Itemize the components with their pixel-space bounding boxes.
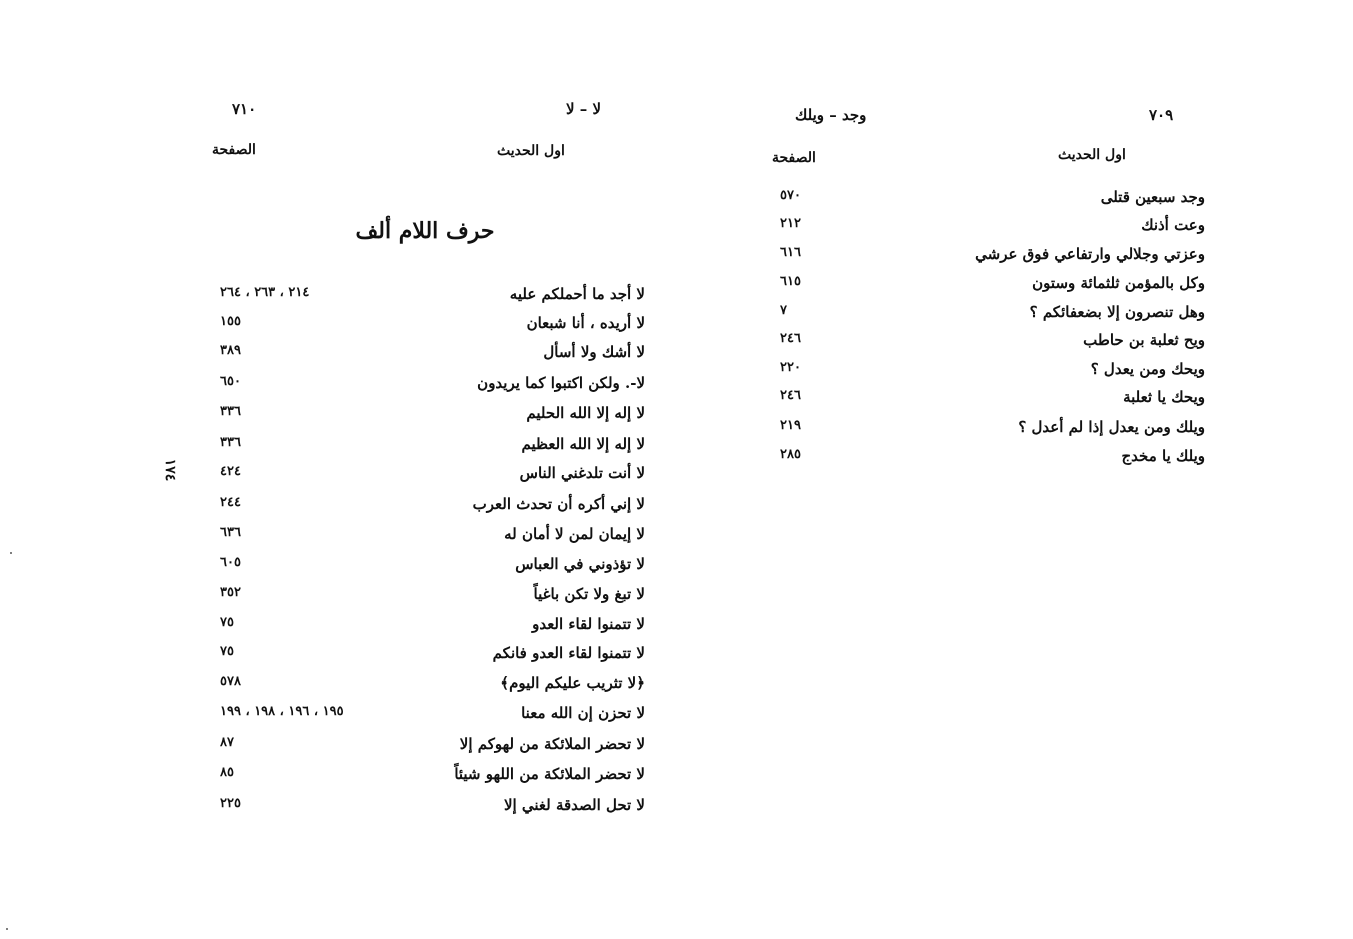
index-entry	[780, 418, 1205, 448]
entry-text: وجد سبعين قتلى	[1100, 188, 1205, 206]
index-entry	[780, 331, 1205, 361]
index-entry	[200, 735, 645, 765]
index-entry	[780, 360, 1205, 390]
entry-text: ويحك يا ثعلبة	[1123, 388, 1205, 406]
index-entry	[200, 464, 645, 494]
running-head-left: لا – لا	[566, 100, 602, 118]
index-entry	[200, 704, 645, 734]
entry-pages: ٨٥	[220, 765, 234, 780]
index-entry	[200, 495, 645, 525]
entry-text: لا تحضر الملائكة من لهوكم إلا	[459, 735, 645, 753]
index-entry	[200, 765, 645, 795]
column-heading-page-left: الصفحة	[212, 142, 256, 158]
entry-pages: ٢٤٤	[220, 495, 241, 510]
entry-pages: ٧٥	[220, 615, 234, 630]
entry-pages: ٦٥٠	[220, 374, 241, 389]
entry-text: لا تتمنوا لقاء العدو	[532, 615, 645, 633]
entry-text: لا إني أكره أن تحدث العرب	[472, 495, 645, 513]
entry-text: وهل تنصرون إلا بضعفائكم ؟	[1029, 303, 1205, 321]
entry-pages: ٧	[780, 303, 787, 318]
entry-pages: ٢٢٠	[780, 360, 801, 375]
page-number-left: ٧١٠	[232, 100, 257, 118]
entry-text: لا-. ولكن اكتبوا كما يريدون	[477, 374, 645, 392]
entry-pages: ٧٥	[220, 644, 234, 659]
entry-pages: ٢٢٥	[220, 796, 241, 811]
entry-pages: ٣٨٩	[220, 343, 241, 358]
entry-text: لا أشك ولا أسأل	[543, 343, 645, 361]
index-entry	[200, 404, 645, 434]
entry-pages: ١٥٥	[220, 314, 241, 329]
entry-text: لا تؤذوني في العباس	[515, 555, 645, 573]
entry-pages: ٦٣٦	[220, 525, 241, 540]
entry-text: لا إله إلا الله الحليم	[526, 404, 645, 422]
entry-text: لا تبغ ولا تكن باغياً	[533, 585, 645, 603]
index-entry	[780, 388, 1205, 418]
entry-text: لا أجد ما أحملكم عليه	[509, 285, 645, 303]
index-entry	[780, 245, 1205, 275]
section-title: حرف اللام ألف	[355, 218, 495, 244]
scan-speck	[10, 552, 12, 554]
index-entry	[780, 303, 1205, 333]
entry-pages: ٢٨٥	[780, 447, 801, 462]
entry-text: لا تتمنوا لقاء العدو فانكم	[492, 644, 645, 662]
entry-text: لا أريده ، أنا شبعان	[526, 314, 645, 332]
entry-text: ويحك ومن يعدل ؟	[1090, 360, 1205, 378]
entry-pages: ١٩٥ ، ١٩٦ ، ١٩٨ ، ١٩٩	[220, 704, 344, 719]
entry-pages: ٥٧٨	[220, 674, 241, 689]
entry-text: وكل بالمؤمن ثلثمائة وستون	[1032, 274, 1205, 292]
right-page	[700, 0, 1353, 939]
entry-pages: ٥٧٠	[780, 188, 801, 203]
entry-text: ويلك يا مخدج	[1121, 447, 1205, 465]
index-entry	[200, 674, 645, 704]
entry-text: لا تحضر الملائكة من اللهو شيئاً	[454, 765, 645, 783]
entry-pages: ٣٥٢	[220, 585, 241, 600]
index-entry	[780, 447, 1205, 477]
entry-text: ويح ثعلبة بن حاطب	[1083, 331, 1205, 349]
column-heading-text-right: اول الحديث	[1058, 147, 1126, 163]
entry-pages: ٢١٩	[780, 418, 801, 433]
margin-page-number: ١٧٤	[162, 458, 178, 482]
index-entry	[200, 555, 645, 585]
entry-pages: ٢٤٦	[780, 388, 801, 403]
index-entry	[200, 615, 645, 645]
entry-text: لا أنت تلدغني الناس	[519, 464, 645, 482]
column-heading-text-left: اول الحديث	[497, 143, 565, 159]
index-entry	[200, 435, 645, 465]
scan-speck	[6, 928, 8, 930]
index-entry	[200, 525, 645, 555]
index-entry	[780, 188, 1205, 218]
index-entry	[200, 343, 645, 373]
entry-text: لا تحزن إن الله معنا	[521, 704, 645, 722]
entry-text: لا تحل الصدقة لغني إلا	[503, 796, 645, 814]
index-entry	[200, 314, 645, 344]
running-head-right: وجد – ويلك	[795, 106, 867, 124]
entry-pages: ٢١٤ ، ٢٦٣ ، ٢٦٤	[220, 285, 310, 300]
entry-pages: ٣٣٦	[220, 404, 241, 419]
column-heading-page-right: الصفحة	[772, 150, 816, 166]
entry-pages: ٤٢٤	[220, 464, 241, 479]
page-number-right: ٧٠٩	[1149, 106, 1174, 124]
index-entry	[200, 644, 645, 674]
entry-pages: ٢٤٦	[780, 331, 801, 346]
index-entry	[200, 585, 645, 615]
index-entry	[200, 285, 645, 315]
entry-pages: ٣٣٦	[220, 435, 241, 450]
entry-text: وعت أذنك	[1141, 216, 1205, 234]
entry-text: لا إله إلا الله العظيم	[521, 435, 645, 453]
entry-text: ويلك ومن يعدل إذا لم أعدل ؟	[1018, 418, 1205, 436]
entry-pages: ٨٧	[220, 735, 234, 750]
entry-text: لا إيمان لمن لا أمان له	[504, 525, 645, 543]
entry-pages: ٦٠٥	[220, 555, 241, 570]
index-entry	[200, 374, 645, 404]
entry-pages: ٦١٥	[780, 274, 801, 289]
entry-text: ﴿لا تثريب عليكم اليوم﴾	[500, 674, 645, 692]
index-entry	[780, 216, 1205, 246]
index-entry	[200, 796, 645, 826]
entry-pages: ٢١٢	[780, 216, 801, 231]
entry-text: وعزتي وجلالي وارتفاعي فوق عرشي	[975, 245, 1205, 263]
index-entry	[780, 274, 1205, 304]
entry-pages: ٦١٦	[780, 245, 801, 260]
